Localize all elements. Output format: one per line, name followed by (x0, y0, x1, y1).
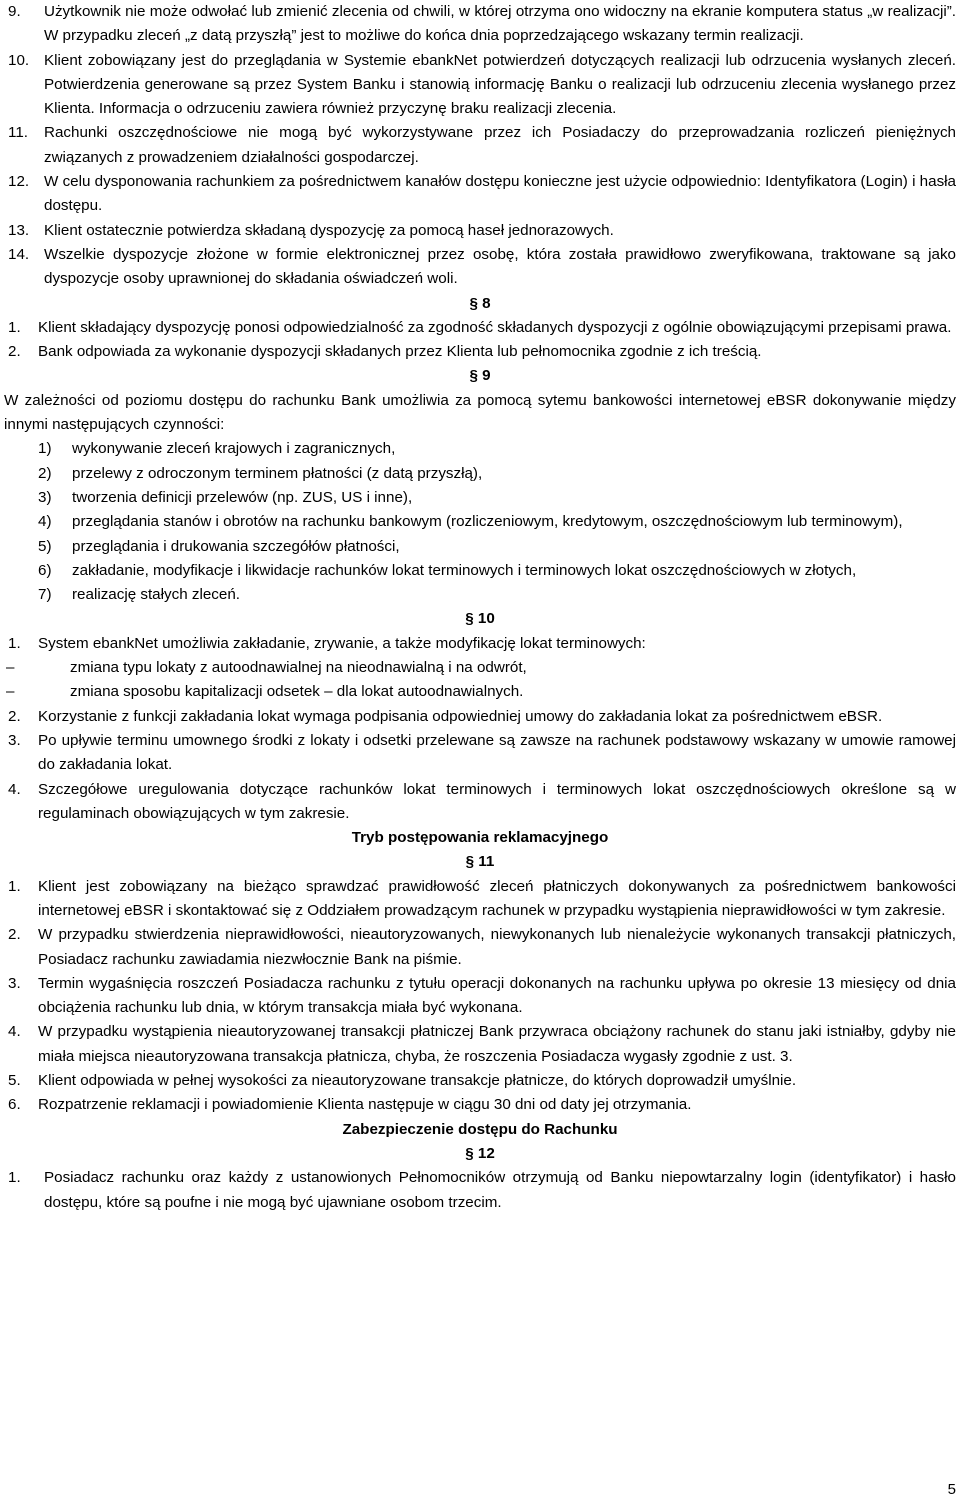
list-item: 4) przeglądania stanów i obrotów na rachunku bankowym (rozliczeniowym, kredytowym, oszczędnościowym lub terminowym), (38, 513, 903, 531)
list-item: 2) przelewy z odroczonym terminem płatności (z datą przyszłą), (38, 464, 483, 482)
section-10-list (0, 632, 960, 826)
section-12-list (0, 1166, 960, 1215)
section-9-list (0, 437, 960, 607)
rules-list-block1 (0, 0, 960, 292)
list-item: 1. System ebankNet umożliwia zakładanie, zrywanie, a także modyfikację lokat terminowych: (8, 634, 646, 652)
section-title-10: § 10 (465, 610, 495, 628)
list-item: 5. Klient odpowiada w pełnej wysokości za nieautoryzowane transakcje płatnicze, do których doprowadził umyślnie. (8, 1072, 797, 1090)
dash-item: – zmiana sposobu kapitalizacji odsetek – dla lokat autoodnawialnych. (6, 683, 524, 701)
heading-complaints: Tryb postępowania reklamacyjnego (351, 829, 609, 847)
list-item: 2. Korzystanie z funkcji zakładania lokat wymaga podpisania odpowiedniej umowy do zakładania lokat za pośrednictwem eBSR. (8, 707, 883, 725)
section-title-11: § 11 (465, 853, 495, 871)
list-item: 1) wykonywanie zleceń krajowych i zagranicznych, (38, 440, 396, 458)
list-item: 2. W przypadku stwierdzenia nieprawidłowości, nieautoryzowanych, niewykonanych lub nienależycie wykonanych transakcji płatniczych, Posiadacz rachunku zawiadamia niezwłocznie Bank na piśmie. (8, 926, 956, 968)
list-item: 11. Rachunki oszczędnościowe nie mogą być wykorzystywane przez ich Posiadaczy do przeprowadzania rozliczeń pieniężnych związanych z prowadzeniem działalności gospodarczej. (8, 124, 956, 166)
list-item: 13. Klient ostatecznie potwierdza składaną dyspozycję za pomocą haseł jednorazowych. (8, 221, 614, 239)
page-number: 5 (947, 1481, 956, 1498)
list-item: 5) przeglądania i drukowania szczegółów płatności, (38, 537, 400, 555)
list-item: 14. Wszelkie dyspozycje złożone w formie elektronicznej przez osobę, która została prawidłowo zweryfikowana, traktowane są jako dyspozycje osoby uprawnionej do składania oświadczeń woli. (8, 245, 956, 288)
list-item: 1. Klient składający dyspozycję ponosi odpowiedzialność za zgodność składanych dyspozycji z ogólnie obowiązującymi przepisami prawa. (8, 318, 952, 336)
list-item: 4. Szczegółowe uregulowania dotyczące rachunków lokat terminowych i terminowych lokat oszczędnościowych określone są w regulaminach obowiązujących w tym zakresie. (8, 780, 956, 822)
list-item: 6) zakładanie, modyfikacje i likwidacje rachunków lokat terminowych i terminowych lokat oszczędnościowych w złotych, (38, 561, 857, 579)
section-title-8: § 8 (469, 294, 491, 312)
section-title-9: § 9 (469, 367, 491, 385)
list-item: 10. Klient zobowiązany jest do przeglądania w Systemie ebankNet potwierdzeń dotyczących realizacji lub odrzucenia wysłanych zleceń. Potwierdzenia generowane są przez System Banku i stanowią informację Banku o realizacji lub odrzuceniu zlecenia wysłanego przez Klienta. Informacja o odrzuceniu zawiera również przyczynę braku realizacji zlecenia. (8, 51, 956, 118)
section-11-list (0, 875, 960, 1118)
heading-security: Zabezpieczenie dostępu do Rachunku (342, 1120, 618, 1138)
list-item: 3. Termin wygaśnięcia roszczeń Posiadacza rachunku z tytułu operacji dokonanych na rachunku upływa po okresie 13 miesięcy od dnia obciążenia rachunku lub dnia, w którym transakcja miała być wykonana. (8, 974, 956, 1017)
list-item: 4. W przypadku wystąpienia nieautoryzowanej transakcji płatniczej Bank przywraca obciążony rachunek do stanu jaki istniałby, gdyby nie miała miejsca nieautoryzowana transakcja płatnicza, chyba, że roszczenia Posiadacza wygasły zgodnie z ust. 3. (8, 1023, 956, 1065)
section-9-intro: W zależności od poziomu dostępu do rachunku Bank umożliwia za pomocą sytemu bankowości internetowej eBSR dokonywanie między innymi następujących czynności: (4, 391, 956, 434)
list-item: 1. Posiadacz rachunku oraz każdy z ustanowionych Pełnomocników otrzymują od Banku niepowtarzalny login (identyfikator) i hasło dostępu, które są poufne i nie mogą być ujawniane osobom trzecim. (8, 1169, 956, 1211)
list-item: 12. W celu dysponowania rachunkiem za pośrednictwem kanałów dostępu konieczne jest użycie odpowiednio: Identyfikatora (Login) i hasła dostępu. (8, 173, 956, 215)
list-item: 7) realizację stałych zleceń. (38, 586, 240, 604)
section-title-12: § 12 (465, 1144, 495, 1162)
list-item: 2. Bank odpowiada za wykonanie dyspozycji składanych przez Klienta lub pełnomocnika zgodnie z ich treścią. (8, 343, 762, 361)
list-item: 9. Użytkownik nie może odwołać lub zmienić zlecenia od chwili, w której otrzyma ono widoczny na ekranie komputera status „w realizacji”. W przypadku zleceń „z datą przyszłą” jest to możliwe do końca dnia poprzedzającego wskazany termin realizacji. (8, 3, 956, 45)
dash-item: – zmiana typu lokaty z autoodnawialnej na nieodnawialną i na odwrót, (6, 659, 527, 677)
list-item: 3. Po upływie terminu umownego środki z lokaty i odsetki przelewane są zawsze na rachunek podstawowy wskazany w umowie ramowej do zakładania lokat. (8, 731, 956, 774)
section-8-list (0, 316, 960, 365)
list-item: 1. Klient jest zobowiązany na bieżąco sprawdzać prawidłowość zleceń płatniczych dokonywanych za pośrednictwem bankowości internetowej eBSR i skontaktować się z Oddziałem prowadzącym rachunek w przypadku wystąpienia nieprawidłowości w tym zakresie. (8, 877, 956, 919)
list-item: 3) tworzenia definicji przelewów (np. ZUS, US i inne), (38, 488, 413, 506)
list-item: 6. Rozpatrzenie reklamacji i powiadomienie Klienta następuje w ciągu 30 dni od daty jej otrzymania. (8, 1096, 692, 1114)
